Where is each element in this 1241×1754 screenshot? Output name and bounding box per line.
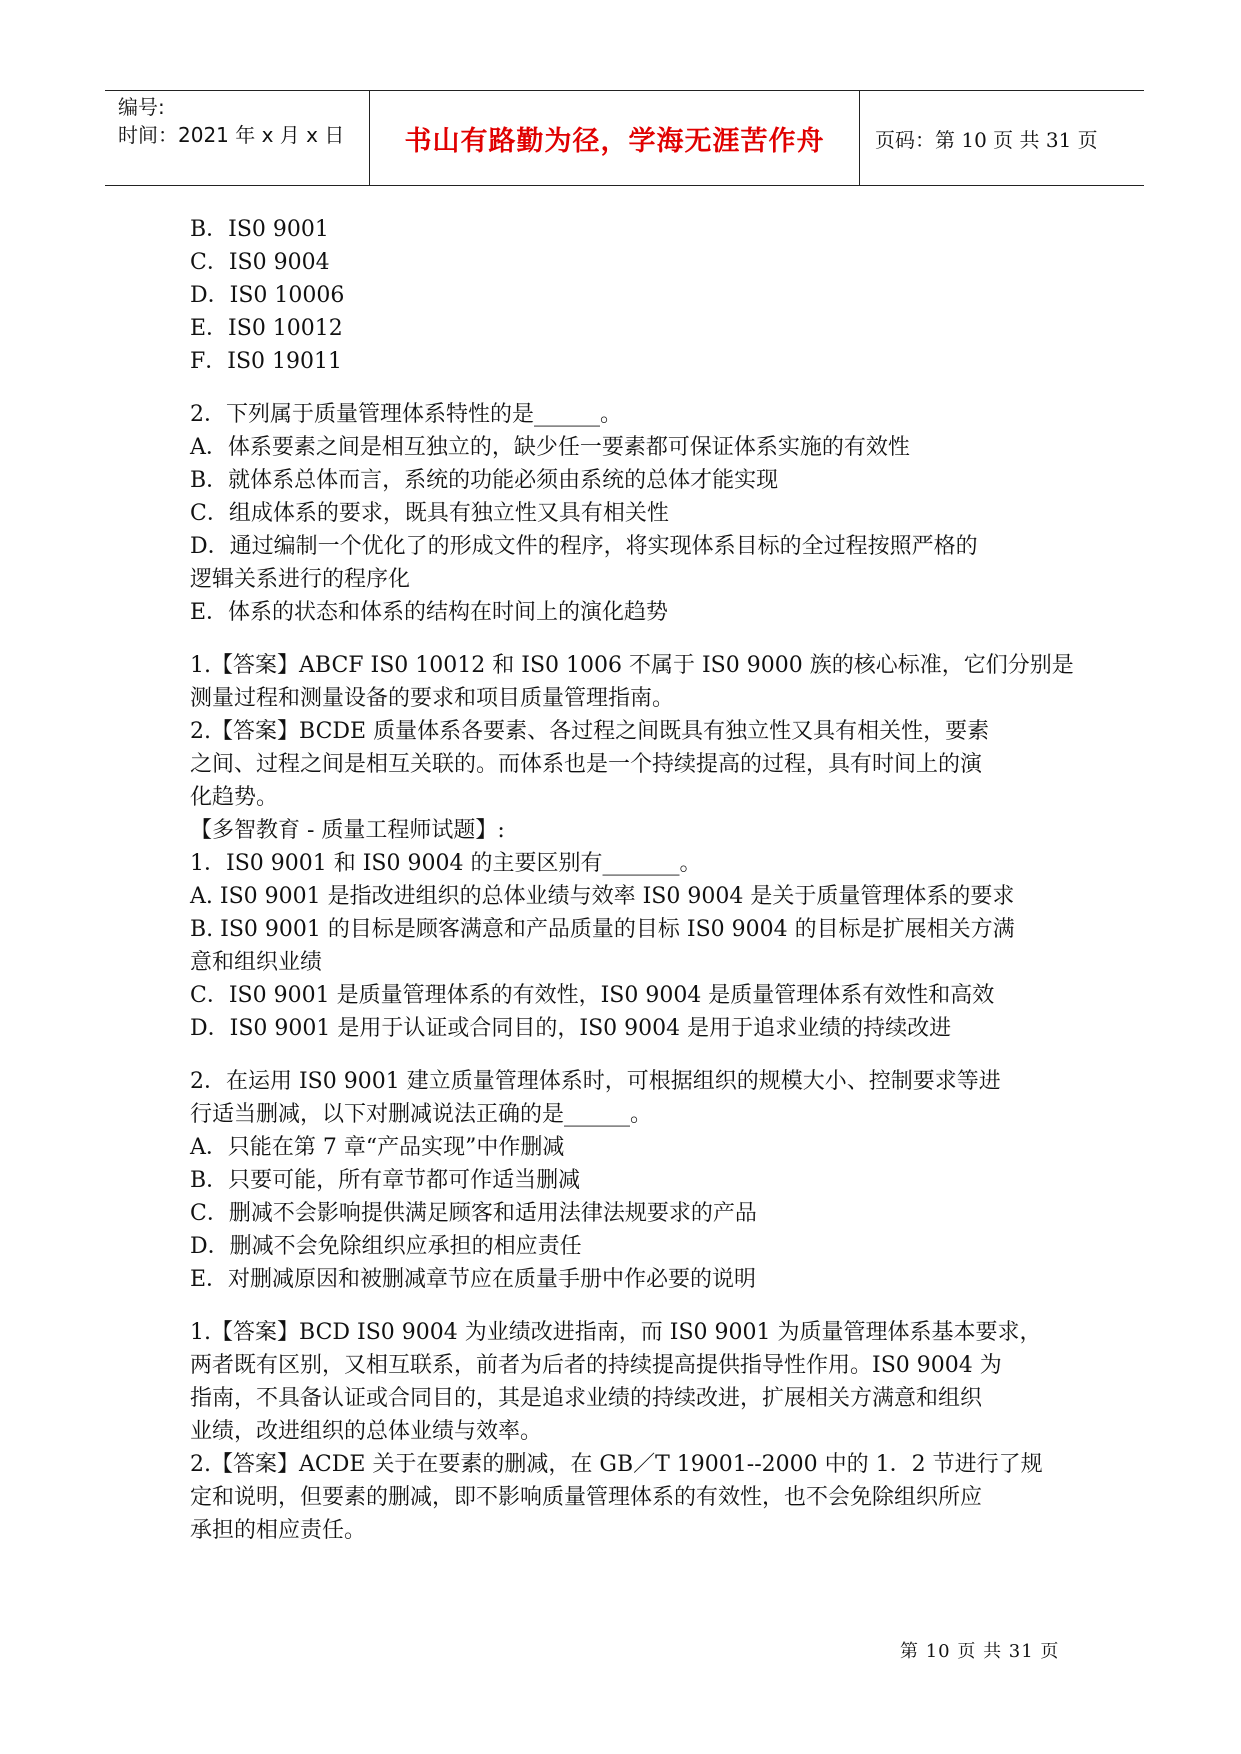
motto-text: 书山有路勤为径，学海无涯苦作舟 — [404, 125, 825, 157]
text-line: C．组成体系的要求，既具有独立性又具有相关性 — [190, 501, 669, 526]
text-line: 承担的相应责任。 — [190, 1518, 367, 1543]
block-gap — [190, 1045, 1080, 1065]
text-line: B．只要可能，所有章节都可作适当删减 — [190, 1168, 581, 1193]
text-line: 行适当删减，以下对删减说法正确的是______。 — [190, 1102, 653, 1127]
text-line: D．通过编制一个优化了的形成文件的程序，将实现体系目标的全过程按照严格的 — [190, 534, 978, 559]
block-gap — [190, 1296, 1080, 1316]
text-line: 2.【答案】ACDE 关于在要素的删减，在 GB／T 19001--2000 中的 1．2 节进行了规 — [190, 1452, 1043, 1477]
text-line: 逻辑关系进行的程序化 — [190, 567, 411, 592]
text-line: 测量过程和测量设备的要求和项目质量管理指南。 — [190, 686, 675, 711]
text-line: 1.【答案】ABCF IS0 10012 和 IS0 1006 不属于 IS0 9000 族的核心标准，它们分别是 — [190, 653, 1074, 678]
text-block — [190, 213, 1080, 378]
text-line: 意和组织业绩 — [190, 950, 323, 975]
text-line: A．只能在第 7 章“产品实现”中作删减 — [190, 1135, 565, 1160]
text-line: E．对删减原因和被删减章节应在质量手册中作必要的说明 — [190, 1267, 757, 1292]
text-line: 2．下列属于质量管理体系特性的是______。 — [190, 402, 622, 427]
text-line: D．IS0 10006 — [190, 283, 345, 308]
header-motto — [370, 91, 860, 185]
text-block — [190, 1316, 1080, 1547]
text-line: 1．IS0 9001 和 IS0 9004 的主要区别有_______。 — [190, 851, 702, 876]
document-body — [190, 213, 1080, 1547]
text-line: E．IS0 10012 — [190, 316, 343, 341]
header-meta — [105, 91, 370, 185]
text-line: 两者既有区别，又相互联系，前者为后者的持续提高提供指导性作用。IS0 9004 为 — [190, 1353, 1002, 1378]
text-line: A. IS0 9001 是指改进组织的总体业绩与效率 IS0 9004 是关于质量管理体系的要求 — [190, 884, 1015, 909]
page-footer — [900, 1637, 1059, 1663]
header-page-code — [860, 91, 1144, 185]
footer-page-number: 第 10 页 共 31 页 — [900, 1641, 1060, 1662]
text-line: 2．在运用 IS0 9001 建立质量管理体系时，可根据组织的规模大小、控制要求等进 — [190, 1069, 1001, 1094]
text-line: C．IS0 9004 — [190, 250, 330, 275]
text-line: C．删减不会影响提供满足顾客和适用法律法规要求的产品 — [190, 1201, 757, 1226]
text-line: 化趋势。 — [190, 785, 279, 810]
text-line: A．体系要素之间是相互独立的，缺少任一要素都可保证体系实施的有效性 — [190, 435, 910, 460]
text-line: 指南，不具备认证或合同目的，其是追求业绩的持续改进，扩展相关方满意和组织 — [190, 1386, 983, 1411]
text-line: B．IS0 9001 — [190, 217, 329, 242]
text-block — [190, 398, 1080, 629]
text-line: B. IS0 9001 的目标是顾客满意和产品质量的目标 IS0 9004 的目标是扩展相关方满 — [190, 917, 1015, 942]
block-gap — [190, 378, 1080, 398]
text-line: 【多智教育 - 质量工程师试题】: — [190, 818, 505, 843]
text-line: 业绩，改进组织的总体业绩与效率。 — [190, 1419, 543, 1444]
text-line: 定和说明，但要素的删减，即不影响质量管理体系的有效性，也不会免除组织所应 — [190, 1485, 983, 1510]
text-block — [190, 1065, 1080, 1296]
number-label: 编号: — [118, 95, 165, 119]
text-block — [190, 649, 1080, 1045]
text-line: 1.【答案】BCD IS0 9004 为业绩改进指南，而 IS0 9001 为质量管理体系基本要求， — [190, 1320, 1042, 1345]
text-line: D．IS0 9001 是用于认证或合同目的，IS0 9004 是用于追求业绩的持续改进 — [190, 1016, 952, 1041]
text-line: 之间、过程之间是相互关联的。而体系也是一个持续提高的过程，具有时间上的演 — [190, 752, 983, 777]
time-label: 时间：2021 年 x 月 x 日 — [118, 123, 345, 147]
text-line: D．删减不会免除组织应承担的相应责任 — [190, 1234, 582, 1259]
block-gap — [190, 629, 1080, 649]
text-line: E．体系的状态和体系的结构在时间上的演化趋势 — [190, 600, 669, 625]
text-line: 2.【答案】BCDE 质量体系各要素、各过程之间既具有独立性又具有相关性，要素 — [190, 719, 990, 744]
page-header — [105, 90, 1144, 186]
page-code-text: 页码：第 10 页 共 31 页 — [875, 127, 1098, 152]
text-line: B．就体系总体而言，系统的功能必须由系统的总体才能实现 — [190, 468, 779, 493]
text-line: C．IS0 9001 是质量管理体系的有效性，IS0 9004 是质量管理体系有效性和高效 — [190, 983, 995, 1008]
text-line: F．IS0 19011 — [190, 349, 343, 374]
